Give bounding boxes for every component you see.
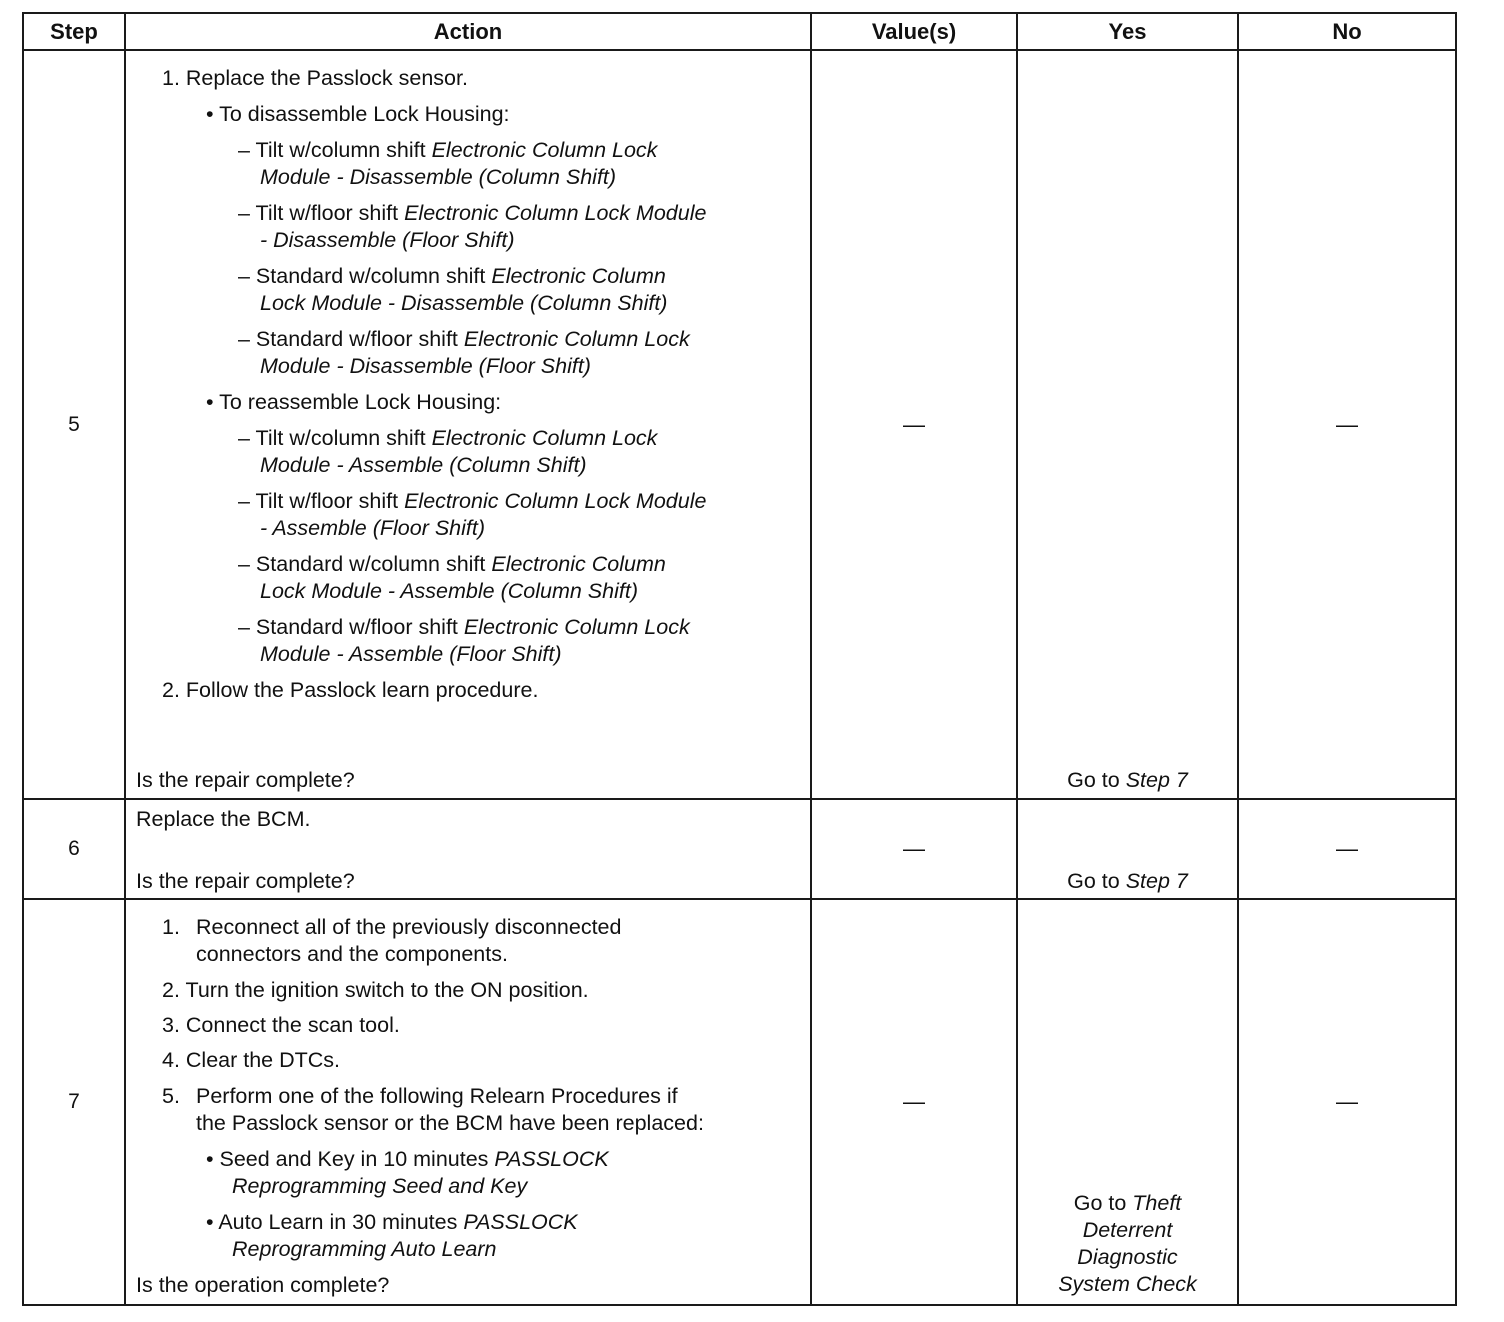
- step-link[interactable]: Step 7: [1125, 768, 1188, 792]
- action-item-continued: connectors and the components.: [196, 942, 508, 966]
- action-subitem: – Tilt w/floor shift Electronic Column Lock Module: [238, 201, 707, 225]
- no-cell: —: [1238, 50, 1456, 799]
- diagnostic-table: [22, 12, 1457, 1306]
- step-number: 6: [23, 799, 125, 899]
- action-bullet: • Auto Learn in 30 minutes PASSLOCK: [206, 1210, 578, 1234]
- procedure-link[interactable]: Deterrent: [1082, 1218, 1173, 1242]
- table-row: [23, 799, 1456, 899]
- action-question: Is the repair complete?: [136, 768, 355, 792]
- action-bullet: • To reassemble Lock Housing:: [206, 390, 502, 414]
- procedure-link[interactable]: System Check: [1058, 1272, 1197, 1296]
- header-row: [23, 13, 1456, 50]
- action-bullet: • Seed and Key in 10 minutes PASSLOCK: [206, 1147, 609, 1171]
- procedure-link[interactable]: Module - Assemble (Floor Shift): [260, 642, 562, 666]
- yes-action: [1018, 1190, 1237, 1298]
- step-number: 7: [23, 899, 125, 1305]
- procedure-link[interactable]: Theft: [1132, 1191, 1182, 1215]
- action-subitem: – Standard w/floor shift Electronic Column Lock: [238, 327, 690, 351]
- action-subitem: – Tilt w/column shift Electronic Column Lock: [238, 138, 658, 162]
- action-item: 3. Connect the scan tool.: [162, 1013, 400, 1037]
- action-item: 1. Replace the Passlock sensor.: [162, 66, 468, 90]
- procedure-link[interactable]: Module - Disassemble (Floor Shift): [260, 354, 591, 378]
- yes-cell: [1017, 799, 1238, 899]
- action-subitem: – Standard w/column shift Electronic Column: [238, 264, 666, 288]
- action-subitem: – Standard w/column shift Electronic Column: [238, 552, 666, 576]
- procedure-link[interactable]: Diagnostic: [1077, 1245, 1178, 1269]
- header-yes: Yes: [1017, 13, 1238, 50]
- procedure-link[interactable]: Electronic Column: [491, 264, 666, 288]
- procedure-link[interactable]: Module - Assemble (Column Shift): [260, 453, 587, 477]
- procedure-link[interactable]: - Disassemble (Floor Shift): [260, 228, 515, 252]
- procedure-link[interactable]: Electronic Column Lock: [463, 327, 690, 351]
- table-row: [23, 50, 1456, 799]
- procedure-link[interactable]: Lock Module - Disassemble (Column Shift): [260, 291, 668, 315]
- yes-cell: [1017, 50, 1238, 799]
- value-cell: —: [811, 799, 1017, 899]
- yes-line: Go to Theft: [1073, 1191, 1182, 1215]
- action-cell: [125, 799, 811, 899]
- action-subitem: – Standard w/floor shift Electronic Column Lock: [238, 615, 690, 639]
- action-item: 2. Follow the Passlock learn procedure.: [162, 678, 539, 702]
- action-question: Is the repair complete?: [136, 869, 355, 893]
- procedure-link[interactable]: Electronic Column Lock: [431, 138, 658, 162]
- step-link[interactable]: Step 7: [1125, 869, 1188, 893]
- action-item: 2. Turn the ignition switch to the ON position.: [162, 978, 589, 1002]
- header-action: Action: [125, 13, 811, 50]
- value-cell: —: [811, 899, 1017, 1305]
- action-item: 4. Clear the DTCs.: [162, 1048, 341, 1072]
- action-item: 1. Reconnect all of the previously disconnected: [162, 915, 622, 939]
- procedure-link[interactable]: Electronic Column Lock: [463, 615, 690, 639]
- procedure-link[interactable]: PASSLOCK: [494, 1147, 609, 1171]
- action-subitem: – Tilt w/floor shift Electronic Column Lock Module: [238, 489, 707, 513]
- procedure-link[interactable]: Electronic Column Lock: [431, 426, 658, 450]
- action-cell: [125, 899, 811, 1305]
- procedure-link[interactable]: Lock Module - Assemble (Column Shift): [260, 579, 638, 603]
- value-cell: —: [811, 50, 1017, 799]
- action-question: Is the operation complete?: [136, 1273, 390, 1297]
- procedure-link[interactable]: Reprogramming Seed and Key: [232, 1174, 528, 1198]
- procedure-link[interactable]: Electronic Column Lock Module: [404, 489, 707, 513]
- header-no: No: [1238, 13, 1456, 50]
- action-text: Replace the BCM.: [136, 807, 311, 831]
- procedure-link[interactable]: Reprogramming Auto Learn: [232, 1237, 497, 1261]
- action-item-continued: the Passlock sensor or the BCM have been replaced:: [196, 1111, 704, 1135]
- header-step: Step: [23, 13, 125, 50]
- procedure-link[interactable]: Electronic Column: [491, 552, 666, 576]
- yes-action: Go to Step 7: [1067, 768, 1188, 792]
- action-subitem: – Tilt w/column shift Electronic Column Lock: [238, 426, 658, 450]
- action-item: 5. Perform one of the following Relearn Procedures if: [162, 1084, 678, 1108]
- procedure-link[interactable]: PASSLOCK: [463, 1210, 578, 1234]
- table-row: [23, 899, 1456, 1305]
- procedure-link[interactable]: - Assemble (Floor Shift): [260, 516, 486, 540]
- procedure-link[interactable]: Module - Disassemble (Column Shift): [260, 165, 617, 189]
- step-number: 5: [23, 50, 125, 799]
- yes-cell: [1017, 899, 1238, 1305]
- yes-action: Go to Step 7: [1067, 869, 1188, 893]
- no-cell: —: [1238, 799, 1456, 899]
- procedure-link[interactable]: Electronic Column Lock Module: [404, 201, 707, 225]
- action-bullet: • To disassemble Lock Housing:: [206, 102, 510, 126]
- no-cell: —: [1238, 899, 1456, 1305]
- action-cell: [125, 50, 811, 799]
- header-values: Value(s): [811, 13, 1017, 50]
